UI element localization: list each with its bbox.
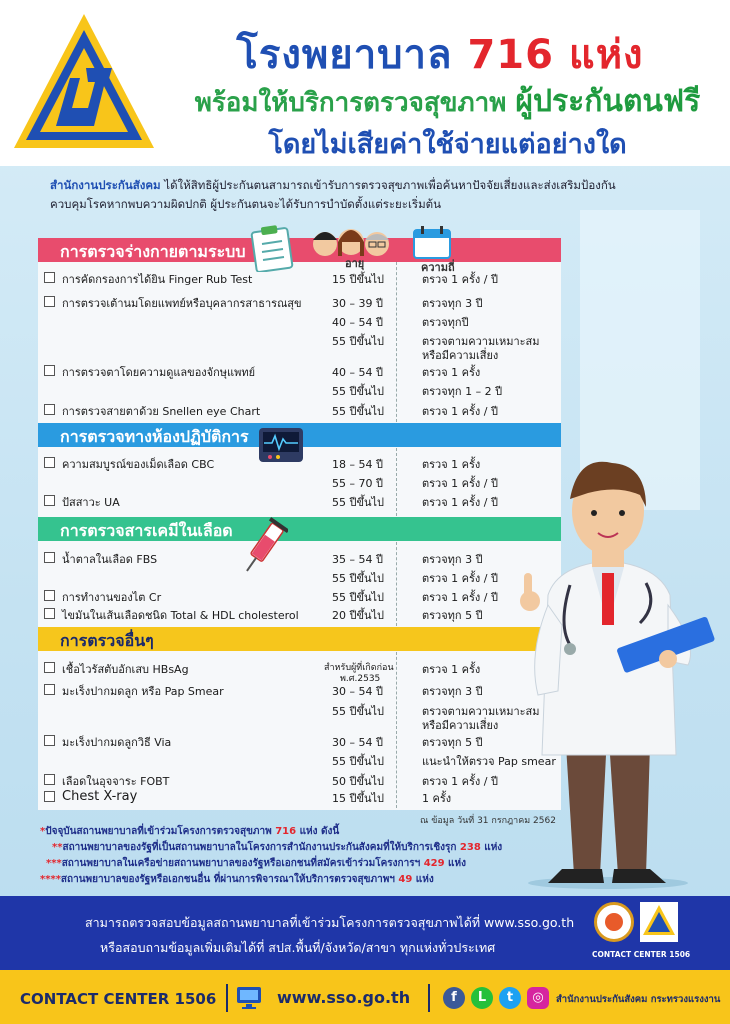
footnote: *ปัจจุบันสถานพยาบาลที่เข้าร่วมโครงการตรวจสุขภาพ 716 แห่ง ดังนี้ [40,826,340,837]
table-row: การตรวจเต้านมโดยแพทย์หรือบุคลากรสาธารณสุข 30 – 39 ปี ตรวจทุก 3 ปี [44,294,554,312]
section-header-blood-chem: การตรวจสารเคมีในเลือด [38,517,561,541]
table-row: การคัดกรองการได้ยิน Finger Rub Test 15 ปีขึ้นไป ตรวจ 1 ครั้ง / ปี [44,270,554,288]
facebook-icon[interactable]: f [443,987,465,1009]
table-row: การตรวจสายตาด้วย Snellen eye Chart 55 ปีขึ้นไป ตรวจ 1 ครั้ง / ปี [44,402,554,420]
footnote: **สถานพยาบาลของรัฐที่เป็นสถานพยาบาลในโครงการสำนักงานประกันสังคมที่ให้บริการเชิงรุก 238 แห่ง [52,842,503,853]
table-row: เลือดในอุจจาระ FOBT 50 ปีขึ้นไป ตรวจ 1 ครั้ง / ปี [44,772,554,790]
checkbox[interactable] [44,404,55,415]
subtitle-2: โดยไม่เสียค่าใช้จ่ายแต่อย่างใด [268,129,627,160]
footer-contact-center: CONTACT CENTER 1506 [20,990,217,1008]
computer-monitor-icon [236,986,262,1010]
section-header-lab: การตรวจทางห้องปฏิบัติการ [38,423,561,447]
checkbox[interactable] [44,590,55,601]
data-date-note: ณ ข้อมูล วันที่ 31 กรกฎาคม 2562 [420,816,556,826]
checkbox[interactable] [44,552,55,563]
contact-line-1: สามารถตรวจสอบข้อมูลสถานพยาบาลที่เข้าร่วมโครงการตรวจสุขภาพได้ที่ www.sso.go.th [85,915,575,930]
title-text-a: โรงพยาบาล [236,32,453,78]
table-row: 55 – 70 ปี ตรวจ 1 ครั้ง / ปี [332,477,498,490]
table-row: การตรวจตาโดยความดูแลของจักษุแพทย์ 40 – 54 ปี ตรวจ 1 ครั้ง [44,363,554,381]
checkbox[interactable] [44,608,55,619]
checkbox[interactable] [44,791,55,802]
table-row: น้ำตาลในเลือด FBS 35 – 54 ปี ตรวจทุก 3 ปี [44,550,554,568]
table-row: มะเร็งปากมดลูก หรือ Pap Smear 30 – 54 ปี ตรวจทุก 3 ปี [44,682,554,700]
sso-logo [8,8,160,158]
website-link[interactable]: www.sso.go.th [277,988,411,1007]
footnote: ****สถานพยาบาลของรัฐหรือเอกชนอื่น ที่ผ่านการพิจารณาให้บริการตรวจสุขภาพฯ 49 แห่ง [40,874,434,885]
table-row: เชื้อไวรัสตับอักเสบ HBsAg สำหรับผู้ที่เกิดก่อน ตรวจ 1 ครั้ง [44,660,554,678]
table-row: 55 ปีขึ้นไป ตรวจทุก 1 – 2 ปี [332,385,503,398]
sso-small-logo [640,902,678,942]
section-header-physical: การตรวจร่างกายตามระบบ [38,238,561,262]
footnote: ***สถานพยาบาลในเครือข่ายสถานพยาบาลของรัฐหรือเอกชนที่สมัครเข้าร่วมโครงการฯ 429 แห่ง [46,858,466,869]
twitter-icon[interactable]: t [499,987,521,1009]
contact-line-2: หรือสอบถามข้อมูลเพิ่มเติมได้ที่ สปส.พื้นที่/จังหวัด/สาขา ทุกแห่งทั่วประเทศ [100,940,496,955]
table-row: Chest X-ray 15 ปีขึ้นไป 1 ครั้ง [44,789,554,807]
table-row: ปัสสาวะ UA 55 ปีขึ้นไป ตรวจ 1 ครั้ง / ปี [44,493,554,511]
intro-org: สำนักงานประกันสังคม [50,178,161,192]
divider [226,984,228,1012]
table-row: 40 – 54 ปี ตรวจทุกปี [332,316,469,329]
subtitle-text-b: ผู้ประกันตนฟรี [515,84,701,119]
table-row: 55 ปีขึ้นไป แนะนำให้ตรวจ Pap smear [332,755,556,768]
line-icon[interactable]: L [471,987,493,1009]
table-row: พ.ศ.2535 [340,674,381,684]
section-header-other: การตรวจอื่นๆ [38,627,561,651]
subtitle [170,78,725,125]
table-row: 55 ปีขึ้นไป ตรวจตามความเหมาะสม [332,705,540,718]
column-header-frequency: ความถี่ [421,261,455,274]
calendar-icon [412,226,452,260]
title-number: 716 [467,32,554,78]
table-row: หรือมีความเสี่ยง [422,719,499,732]
checkbox[interactable] [44,735,55,746]
table-row: หรือมีความเสี่ยง [422,349,499,362]
table-row: 55 ปีขึ้นไป ตรวจ 1 ครั้ง / ปี [332,572,498,585]
intro-line-1: ได้ให้สิทธิผู้ประกันตนสามารถเข้ารับการตรวจสุขภาพเพื่อค้นหาปัจจัยเสี่ยงและส่งเสริมป้องกัน [164,178,616,192]
instagram-icon[interactable]: ◎ [527,987,549,1009]
checkbox[interactable] [44,457,55,468]
checkbox[interactable] [44,365,55,376]
header [0,0,730,166]
table-row: ความสมบูรณ์ของเม็ดเลือด CBC 18 – 54 ปี ตรวจ 1 ครั้ง [44,455,554,473]
column-header-age: อายุ [345,257,365,270]
checkbox[interactable] [44,774,55,785]
footer [0,970,730,1024]
ministry-seal-logo [594,902,634,942]
checkbox[interactable] [44,272,55,283]
page-title [160,22,720,86]
table-row: 55 ปีขึ้นไป ตรวจตามความเหมาะสม [332,335,540,348]
table-row: การทำงานของไต Cr 55 ปีขึ้นไป ตรวจ 1 ครั้ง / ปี [44,588,554,606]
footer-org-name: สำนักงานประกันสังคม กระทรวงแรงงาน [556,994,721,1005]
checkbox[interactable] [44,684,55,695]
title-text-b: แห่ง [568,32,644,78]
clipboard-icon [250,224,296,272]
table-row: ไขมันในเส้นเลือดชนิด Total & HDL cholesterol 20 ปีขึ้นไป ตรวจทุก 5 ปี [44,606,554,624]
checkbox[interactable] [44,495,55,506]
divider [428,984,430,1012]
table-row: มะเร็งปากมดลูกวิธี Via 30 – 54 ปี ตรวจทุก 5 ปี [44,733,554,751]
subtitle-text-a: พร้อมให้บริการตรวจสุขภาพ [194,88,507,118]
checkbox[interactable] [44,296,55,307]
intro-paragraph [50,176,690,214]
intro-line-2: ควบคุมโรคหากพบความผิดปกติ ผู้ประกันตนจะได้รับการบำบัดตั้งแต่ระยะเริ่มต้น [50,197,441,211]
contact-center-label: CONTACT CENTER 1506 [592,950,691,959]
